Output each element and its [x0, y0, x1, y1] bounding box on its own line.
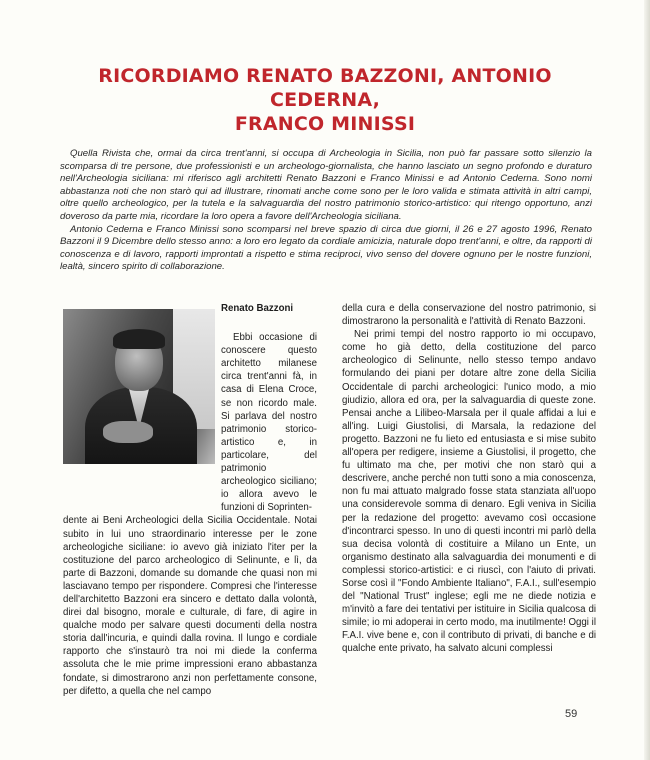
page-number: 59: [565, 708, 578, 720]
right-column: [342, 302, 596, 656]
title-line-2: FRANCO MINISSI: [234, 113, 416, 135]
intro-text: [60, 148, 592, 274]
body-paragraph: dente ai Beni Archeologici della Sicilia Occidentale. Notai subito in lui uno straordinario interesse per le zone archeologiche siciliane: io avevo già iniziato l'iter per la costituzione del parco archeologico di Selinunte, e lì, da parte di Bazzoni, domande su domande che quasi non mi lasciavano tempo per rispondere. Compresi che l'interesse dell'architetto Bazzoni era sincero e dettato dalla volontà, direi dal bisogno, morale e culturale, di fare, di agire in qualche modo per salvare questi documenti della nostra storia dall'incuria, e quindi dalla rovina. Il lungo e cordiale rapporto che s'instaurò tra noi mi diede la conferma assoluta che le mie prime impressioni erano abbastanza fondate, si dimostrarono anzi non perfettamente consone, per difetto, a quella che nel campo: [63, 515, 317, 697]
intro-paragraph: Antonio Cederna e Franco Minissi sono scomparsi nel breve spazio di circa due giorni, il 26 e 27 agosto 1996, Renato Bazzoni il 9 Dicembre dello stesso anno: a loro ero legato da cordiale amicizia, naturale dopo trent'anni, e oltre, da rapporti di conoscenza e di lavoro, rapporti improntati a rispetto e stima reciproci, vivo senso del dovere ognuno per le nostre funzioni, lealtà, sincero spirito di collaborazione.: [60, 223, 592, 273]
body-paragraph: Ebbi occasione di conoscere questo architetto milanese circa trent'anni fà, in casa di Elena Croce, se non ricordo male. Si parlava del nostro patrimonio storico-artistico e, in particolare, del patrimonio archeologico siciliano; io allora avevo le funzioni di Soprinten-: [221, 332, 317, 514]
body-paragraph: Nei primi tempi del nostro rapporto io mi occupavo, come ho già detto, della costituzione del parco archeologico di Selinunte, nello stesso tempo andavo formulando dei piani per dotare altre zone della Sicilia Occidentale di parchi archeologici: l'unico modo, a mio giudizio, allora ed ora, per la salvaguardia di queste zone. Pensai anche a Lilibeo-Marsala per il quale affidai a lui e all'ing. Luigi Giustolisi, di Marsala, la redazione del progetto. Bazzoni ne fu lieto ed entusiasta e si mise subito all'opera per redigere, insieme a Giustolisi, il progetto, che fu ultimato ma che, per motivi che non starò qui a descrivere, anche perché non tutti sono a mia conoscenza, non fu mai attuato malgrado fosse stata stanziata all'uopo una considerevole somma di denaro. Egli veniva in Sicilia per la redazione del progetto: avevamo così occasione d'incontrarci spesso. In uno di questi incontri mi parlò della sua decisa volontà di costituire a Milano un Ente, un organismo destinato alla salvaguardia dei monumenti e di complessi storico-artistici: e ci riuscì, con l'aiuto di privati. Sorse così il "Fondo Ambiente Italiano", F.A.I., sull'esempio del "National Trust" inglese; egli me ne diede notizia e m'invitò a fare dei tentativi per istituire in Sicilia qualcosa di simile; io mi adoperai in certo modo, ma inutilmente! Oggi il F.A.I. vive bene e, con il contributo di privati, di banche e di qualche ente privato, ha salvato alcuni complessi: [342, 329, 596, 655]
intro-paragraph: Quella Rivista che, ormai da circa trent'anni, si occupa di Archeologia in Sicilia, non può far passare sotto silenzio la scomparsa di tre persone, due professionisti e un archeologo-giornalista, che hanno lasciato un segno profondo e duraturo nell'Archeologia siciliana: mi riferisco agli architetti Renato Bazzoni e Franco Minissi e ad Antonio Cederna. Sono nomi abbastanza noti che non starò qui ad illustrare, rinomati anche come sono per le loro valida e stimata attività in altri campi, oltre quello archeologico, per la tutela e la salvaguardia del nostro patrimonio storico-artistico: qui ritengo opportuno, anzi doveroso da parte mia, ricordare la loro opera a favore dell'Archeologia siciliana.: [60, 148, 592, 222]
body-paragraph: della cura e della conservazione del nostro patrimonio, si dimostrarono la personalità e l'attività di Renato Bazzoni.: [342, 303, 596, 328]
section-heading: Renato Bazzoni: [221, 303, 294, 314]
page-edge: [644, 0, 650, 760]
article-title: [40, 64, 610, 136]
left-column: [63, 302, 317, 698]
wrapped-text: [221, 302, 317, 514]
title-line-1: RICORDIAMO RENATO BAZZONI, ANTONIO CEDERNA,: [98, 65, 552, 111]
